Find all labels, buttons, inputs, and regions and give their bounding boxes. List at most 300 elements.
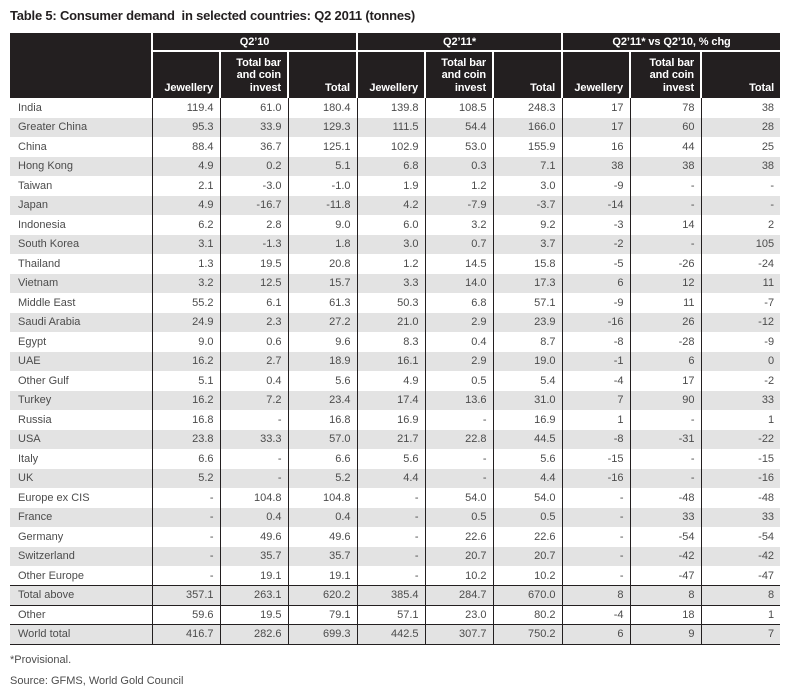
country-cell: Russia (18, 413, 52, 426)
table-row (10, 469, 780, 489)
value-cell: 0.3 (425, 157, 493, 177)
value-cell: 31.0 (493, 391, 562, 411)
value-cell: 38 (701, 98, 780, 118)
value-cell: 9.0 (152, 332, 220, 352)
value-cell: - (220, 449, 288, 469)
value-cell: 3.0 (493, 176, 562, 196)
value-cell: 6.2 (152, 215, 220, 235)
value-cell: - (701, 176, 780, 196)
country-cell: Vietnam (10, 274, 152, 294)
value-cell: -24 (701, 254, 780, 274)
value-cell: 111.5 (357, 118, 425, 138)
value-cell: - (562, 488, 630, 508)
value-cell: - (562, 527, 630, 547)
value-cell: 35.7 (220, 547, 288, 567)
value-cell: 750.2 (493, 625, 562, 645)
value-cell: 125.1 (288, 137, 357, 157)
value-cell: -48 (701, 488, 780, 508)
value-cell: 2.8 (220, 215, 288, 235)
value-cell: - (357, 566, 425, 586)
value-cell: -1 (562, 352, 630, 372)
value-cell: - (425, 449, 493, 469)
table-header (10, 33, 780, 98)
value-cell: - (152, 488, 220, 508)
country-cell: Egypt (18, 335, 47, 348)
value-cell: 0.4 (288, 508, 357, 528)
value-cell: 10.2 (493, 566, 562, 586)
value-cell: 20.7 (425, 547, 493, 567)
value-cell: 5.1 (152, 371, 220, 391)
value-cell: - (701, 196, 780, 216)
value-cell: 11 (630, 293, 701, 313)
value-cell: -2 (701, 371, 780, 391)
value-cell: 3.3 (357, 274, 425, 294)
country-cell: China (18, 140, 47, 153)
table-row (10, 274, 780, 294)
value-cell: 17.3 (493, 274, 562, 294)
value-cell: 102.9 (357, 137, 425, 157)
value-cell: 263.1 (220, 586, 288, 606)
table-row (10, 235, 780, 255)
value-cell: 12.5 (220, 274, 288, 294)
value-cell: -12 (701, 313, 780, 333)
table-row (10, 449, 780, 469)
value-cell: 4.2 (357, 196, 425, 216)
value-cell: 24.9 (152, 313, 220, 333)
value-cell: 155.9 (493, 137, 562, 157)
table-row (10, 332, 780, 352)
value-cell: -22 (701, 430, 780, 450)
value-cell: -15 (562, 449, 630, 469)
value-cell: 23.9 (493, 313, 562, 333)
table-row (10, 98, 780, 118)
footnote-source: Source: GFMS, World Gold Council (10, 674, 184, 687)
value-cell: 2.1 (152, 176, 220, 196)
table-row (10, 313, 780, 333)
value-cell: 104.8 (220, 488, 288, 508)
table-row (10, 547, 780, 567)
value-cell: -4 (562, 605, 630, 625)
value-cell: 9.2 (493, 215, 562, 235)
value-cell: 54.4 (425, 118, 493, 138)
value-cell: 20.8 (288, 254, 357, 274)
value-cell: - (357, 508, 425, 528)
value-cell: -8 (562, 430, 630, 450)
table-row (10, 196, 780, 216)
value-cell: 6.1 (220, 293, 288, 313)
value-cell: 1.2 (425, 176, 493, 196)
value-cell: 53.0 (425, 137, 493, 157)
value-cell: - (425, 410, 493, 430)
table-row (10, 176, 780, 196)
footnote-provisional: *Provisional. (10, 653, 72, 666)
value-cell: 38 (562, 157, 630, 177)
value-cell: 0.4 (220, 371, 288, 391)
value-cell: 5.6 (493, 449, 562, 469)
value-cell: 49.6 (288, 527, 357, 547)
value-cell: 6.6 (152, 449, 220, 469)
country-cell: Middle East (18, 296, 76, 309)
value-cell: 180.4 (288, 98, 357, 118)
value-cell: -9 (701, 332, 780, 352)
value-cell: 90 (630, 391, 701, 411)
value-cell: 33.3 (220, 430, 288, 450)
value-cell: 13.6 (425, 391, 493, 411)
value-cell: 6 (630, 352, 701, 372)
value-cell: 104.8 (288, 488, 357, 508)
value-cell: - (220, 410, 288, 430)
value-cell: - (152, 566, 220, 586)
table-row (10, 410, 780, 430)
table-row (10, 391, 780, 411)
country-cell: Greater China (10, 118, 152, 138)
value-cell: 14.5 (425, 254, 493, 274)
country-cell: Total above (10, 586, 152, 606)
value-cell: 44 (630, 137, 701, 157)
column-header-total-q2-10: Total (288, 51, 357, 98)
value-cell: 16.2 (152, 352, 220, 372)
value-cell: 54.0 (493, 488, 562, 508)
value-cell: 26 (630, 313, 701, 333)
value-cell: 20.7 (493, 547, 562, 567)
value-cell: 6.8 (425, 293, 493, 313)
country-cell: Germany (18, 530, 64, 543)
country-cell: Thailand (18, 257, 61, 270)
country-cell: Indonesia (18, 218, 66, 231)
column-header-jewellery-q2-11: Jewellery (357, 51, 425, 98)
value-cell: 16.1 (357, 352, 425, 372)
value-cell: 3.1 (152, 235, 220, 255)
value-cell: -54 (630, 527, 701, 547)
value-cell: 60 (630, 118, 701, 138)
value-cell: 5.6 (357, 449, 425, 469)
country-cell: France (10, 508, 152, 528)
value-cell: 7 (562, 391, 630, 411)
value-cell: 6 (562, 274, 630, 294)
value-cell: 22.6 (493, 527, 562, 547)
value-cell: 6.8 (357, 157, 425, 177)
value-cell: 88.4 (152, 137, 220, 157)
value-cell: 108.5 (425, 98, 493, 118)
value-cell: 4.9 (357, 371, 425, 391)
value-cell: 14.0 (425, 274, 493, 294)
value-cell: -3.7 (493, 196, 562, 216)
table-row (10, 430, 780, 450)
table-row (10, 254, 780, 274)
value-cell: 7 (701, 625, 780, 645)
country-cell: UAE (10, 352, 152, 372)
value-cell: - (357, 527, 425, 547)
value-cell: 8 (562, 586, 630, 606)
value-cell: -16 (562, 313, 630, 333)
value-cell: - (562, 566, 630, 586)
value-cell: 385.4 (357, 586, 425, 606)
value-cell: 21.0 (357, 313, 425, 333)
column-header-total-pct-chg: Total (701, 51, 780, 98)
value-cell: 3.2 (425, 215, 493, 235)
value-cell: -2 (562, 235, 630, 255)
value-cell: 19.5 (220, 605, 288, 625)
country-cell: Europe ex CIS (18, 491, 90, 504)
value-cell: 1.8 (288, 235, 357, 255)
value-cell: - (152, 547, 220, 567)
value-cell: - (630, 449, 701, 469)
country-cell: Other Europe (18, 569, 85, 582)
country-cell: Other Gulf (18, 374, 69, 387)
value-cell: 55.2 (152, 293, 220, 313)
value-cell: 139.8 (357, 98, 425, 118)
country-cell: Turkey (10, 391, 152, 411)
value-cell: 95.3 (152, 118, 220, 138)
value-cell: 33 (701, 508, 780, 528)
value-cell: - (630, 469, 701, 489)
country-cell: India (18, 101, 42, 114)
value-cell: 59.6 (152, 605, 220, 625)
value-cell: 28 (701, 118, 780, 138)
value-cell: 442.5 (357, 625, 425, 645)
value-cell: 129.3 (288, 118, 357, 138)
value-cell: -48 (630, 488, 701, 508)
value-cell: -7.9 (425, 196, 493, 216)
group-header-q2-11: Q2’11* (357, 33, 562, 51)
value-cell: 3.7 (493, 235, 562, 255)
country-cell: Switzerland (10, 547, 152, 567)
value-cell: 0.4 (425, 332, 493, 352)
value-cell: - (562, 508, 630, 528)
value-cell: 16.8 (288, 410, 357, 430)
value-cell: 5.6 (288, 371, 357, 391)
country-cell: South Korea (10, 235, 152, 255)
value-cell: 16.2 (152, 391, 220, 411)
value-cell: 1.2 (357, 254, 425, 274)
value-cell: 15.7 (288, 274, 357, 294)
value-cell: - (630, 410, 701, 430)
value-cell: - (630, 196, 701, 216)
value-cell: 6.6 (288, 449, 357, 469)
value-cell: 19.1 (220, 566, 288, 586)
total-row (10, 625, 780, 645)
table-row (10, 137, 780, 157)
value-cell: 38 (630, 157, 701, 177)
table-row (10, 371, 780, 391)
value-cell: 7.2 (220, 391, 288, 411)
value-cell: 35.7 (288, 547, 357, 567)
value-cell: 12 (630, 274, 701, 294)
value-cell: 5.4 (493, 371, 562, 391)
value-cell: 54.0 (425, 488, 493, 508)
value-cell: 1 (701, 605, 780, 625)
value-cell: 282.6 (220, 625, 288, 645)
country-cell: Hong Kong (10, 157, 152, 177)
value-cell: 80.2 (493, 605, 562, 625)
column-header-total-q2-11: Total (493, 51, 562, 98)
table-body (10, 98, 780, 644)
value-cell: 699.3 (288, 625, 357, 645)
value-cell: 17 (630, 371, 701, 391)
value-cell: 0.2 (220, 157, 288, 177)
value-cell: 16 (562, 137, 630, 157)
value-cell: 8 (630, 586, 701, 606)
value-cell: 166.0 (493, 118, 562, 138)
country-cell: Italy (18, 452, 39, 465)
value-cell: -8 (562, 332, 630, 352)
table-row (10, 293, 780, 313)
value-cell: -1.3 (220, 235, 288, 255)
value-cell: 16.9 (493, 410, 562, 430)
value-cell: 22.8 (425, 430, 493, 450)
value-cell: 307.7 (425, 625, 493, 645)
value-cell: 44.5 (493, 430, 562, 450)
total-row (10, 586, 780, 606)
value-cell: 6 (562, 625, 630, 645)
value-cell: 23.8 (152, 430, 220, 450)
table-row (10, 508, 780, 528)
value-cell: - (425, 469, 493, 489)
value-cell: 357.1 (152, 586, 220, 606)
value-cell: 16.8 (152, 410, 220, 430)
value-cell: 36.7 (220, 137, 288, 157)
value-cell: -1.0 (288, 176, 357, 196)
value-cell: 17 (562, 118, 630, 138)
value-cell: - (357, 547, 425, 567)
value-cell: 7.1 (493, 157, 562, 177)
value-cell: 2.3 (220, 313, 288, 333)
value-cell: -42 (630, 547, 701, 567)
value-cell: -31 (630, 430, 701, 450)
value-cell: 17.4 (357, 391, 425, 411)
table-row (10, 157, 780, 177)
table-title: Table 5: Consumer demand in selected countries: Q2 2011 (tonnes) (10, 8, 416, 23)
value-cell: 57.1 (357, 605, 425, 625)
value-cell: 10.2 (425, 566, 493, 586)
value-cell: 18 (630, 605, 701, 625)
value-cell: - (357, 488, 425, 508)
column-header-invest-pct-chg: Total bar and coin invest (630, 51, 701, 98)
value-cell: 248.3 (493, 98, 562, 118)
value-cell: -9 (562, 293, 630, 313)
value-cell: 25 (701, 137, 780, 157)
country-cell: World total (10, 625, 152, 645)
country-cell: Japan (10, 196, 152, 216)
value-cell: - (220, 469, 288, 489)
value-cell: 2.9 (425, 313, 493, 333)
country-cell: Other (10, 605, 152, 625)
table-row (10, 488, 780, 508)
value-cell: 19.1 (288, 566, 357, 586)
value-cell: 416.7 (152, 625, 220, 645)
group-header-pct-chg: Q2’11* vs Q2’10, % chg (562, 33, 780, 51)
value-cell: 670.0 (493, 586, 562, 606)
value-cell: 2.9 (425, 352, 493, 372)
value-cell: 4.9 (152, 196, 220, 216)
value-cell: 23.4 (288, 391, 357, 411)
value-cell: -7 (701, 293, 780, 313)
column-header-jewellery-q2-10: Jewellery (152, 51, 220, 98)
value-cell: -14 (562, 196, 630, 216)
value-cell: 57.1 (493, 293, 562, 313)
value-cell: -4 (562, 371, 630, 391)
value-cell: 0.5 (493, 508, 562, 528)
value-cell: -28 (630, 332, 701, 352)
value-cell: -3 (562, 215, 630, 235)
value-cell: -54 (701, 527, 780, 547)
value-cell: -5 (562, 254, 630, 274)
country-cell: Saudi Arabia (10, 313, 152, 333)
value-cell: - (152, 527, 220, 547)
value-cell: 0.4 (220, 508, 288, 528)
table-row (10, 527, 780, 547)
value-cell: 57.0 (288, 430, 357, 450)
value-cell: -16 (701, 469, 780, 489)
value-cell: 3.2 (152, 274, 220, 294)
value-cell: 5.2 (152, 469, 220, 489)
column-header-invest-q2-11: Total bar and coin invest (425, 51, 493, 98)
value-cell: 17 (562, 98, 630, 118)
group-header-q2-10: Q2’10 (152, 33, 357, 51)
value-cell: 2.7 (220, 352, 288, 372)
value-cell: -26 (630, 254, 701, 274)
value-cell: 9.6 (288, 332, 357, 352)
value-cell: 1.3 (152, 254, 220, 274)
value-cell: 21.7 (357, 430, 425, 450)
value-cell: -9 (562, 176, 630, 196)
value-cell: 9 (630, 625, 701, 645)
value-cell: 1 (562, 410, 630, 430)
value-cell: 23.0 (425, 605, 493, 625)
value-cell: -42 (701, 547, 780, 567)
value-cell: 78 (630, 98, 701, 118)
value-cell: 0.5 (425, 508, 493, 528)
value-cell: 33 (701, 391, 780, 411)
value-cell: 5.1 (288, 157, 357, 177)
value-cell: 8.3 (357, 332, 425, 352)
value-cell: 4.9 (152, 157, 220, 177)
column-header-invest-q2-10: Total bar and coin invest (220, 51, 288, 98)
value-cell: - (562, 547, 630, 567)
value-cell: 4.4 (493, 469, 562, 489)
value-cell: 8.7 (493, 332, 562, 352)
value-cell: 4.4 (357, 469, 425, 489)
value-cell: -16.7 (220, 196, 288, 216)
value-cell: 33.9 (220, 118, 288, 138)
value-cell: 38 (701, 157, 780, 177)
value-cell: 15.8 (493, 254, 562, 274)
country-column-header (10, 33, 152, 98)
value-cell: 0.7 (425, 235, 493, 255)
table-row (10, 215, 780, 235)
value-cell: - (152, 508, 220, 528)
value-cell: 1 (701, 410, 780, 430)
value-cell: 61.3 (288, 293, 357, 313)
value-cell: 27.2 (288, 313, 357, 333)
value-cell: -15 (701, 449, 780, 469)
value-cell: 79.1 (288, 605, 357, 625)
column-header-jewellery-pct-chg: Jewellery (562, 51, 630, 98)
value-cell: 105 (701, 235, 780, 255)
value-cell: -47 (630, 566, 701, 586)
value-cell: 0.6 (220, 332, 288, 352)
value-cell: 11 (701, 274, 780, 294)
value-cell: 1.9 (357, 176, 425, 196)
value-cell: -3.0 (220, 176, 288, 196)
value-cell: 50.3 (357, 293, 425, 313)
consumer-demand-table (10, 33, 780, 645)
country-cell: Taiwan (18, 179, 53, 192)
value-cell: 0 (701, 352, 780, 372)
value-cell: 284.7 (425, 586, 493, 606)
value-cell: - (630, 176, 701, 196)
value-cell: 8 (701, 586, 780, 606)
